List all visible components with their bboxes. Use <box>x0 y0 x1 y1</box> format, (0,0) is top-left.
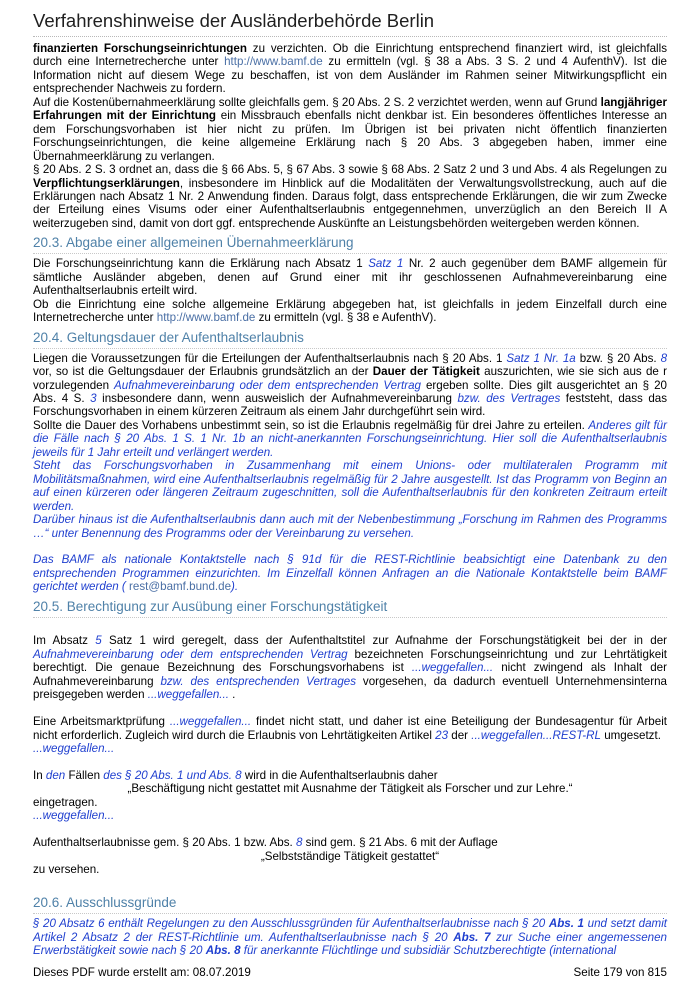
paragraph-20-6-a: § 20 Absatz 6 enthält Regelungen zu den Ausschlussgründen für Aufenthaltserlaubnisse nach § 20 Abs. 1 und setzt damit Artikel 2 Absatz 2 der REST-Richtlinie um. Aufenthaltserlaubnisse nach § 20 Abs. 7 zur Suche einer angemessenen Erwerbstätigkeit sowie nach § 20 Abs. 8 für anerkannte Flüchtlinge und subsidiär Schutzberechtigte (international <box>33 917 668 958</box>
paragraph-20-5-d: Aufenthaltserlaubnisse gem. § 20 Abs. 1 bzw. Abs. 8 sind gem. § 21 Abs. 6 mit der Auflage <box>33 836 498 850</box>
paragraph-20-4-d: Darüber hinaus ist die Aufenthaltserlaubnis dann auch mit der Nebenbestimmung „Forschung im Rahmen des Programms …“ unter Benennung des Programms oder der Vereinbarung zu versehen. <box>33 513 667 540</box>
paragraph-20-4-b: Sollte die Dauer des Vorhabens unbestimmt sein, so ist die Erlaubnis regelmäßig für drei Jahre zu erteilen. Anderes gilt für die Fälle nach § 20 Abs. 1 S. 1 Nr. 1b an nicht-anerkannten Forschungseinrichtung. Hier soll die Aufenthaltserlaubnis jeweils für 1 Jahr erteilt und verlängert werden. <box>33 418 667 459</box>
paragraph-20-5-b: Eine Arbeitsmarktprüfung ...weggefallen... findet nicht statt, und daher ist eine Beteiligung der Bundesagentur für Arbeit nicht erforderlich. Zugleich wird durch die Erlaubnis von Lehrtätigkeiten Artikel 23 der ...weggefallen...REST-RL umgesetzt. <box>33 715 667 742</box>
omitted-note: ...weggefallen... <box>33 809 115 823</box>
paragraph-20-3-a: Die Forschungseinrichtung kann die Erklärung nach Absatz 1 Satz 1 Nr. 2 auch gegenüber dem BAMF allgemein für sämtliche Ausländer abgeben, denen auf Grund einer mit ihr geschlossenen Aufnahmevereinbarung eine Aufenthaltserlaubnis erteilt wird. <box>33 257 667 298</box>
quote-employment: „Beschäftigung nicht gestattet mit Ausnahme der Tätigkeit als Forscher und zur Lehre.“ <box>127 782 573 796</box>
paragraph-20-5-c: In den Fällen des § 20 Abs. 1 und Abs. 8 wird in die Aufenthaltserlaubnis daher <box>33 768 438 782</box>
paragraph-20-4-e: Das BAMF als nationale Kontaktstelle nach § 91d für die REST-Richtlinie beabsichtigt eine Datenbank zu den entsprechenden Programmen einzurichten. Im Einzelfall können Anfragen an die Nationale Kontaktstelle beim BAMF gerichtet werden ( rest@bamf.bund.de). <box>33 553 667 594</box>
document-body <box>33 42 667 957</box>
footer-created-date: Dieses PDF wurde erstellt am: 08.07.2019 <box>33 966 251 979</box>
paragraph-20-4-c: Steht das Forschungsvorhaben in Zusammenhang mit einem Unions- oder multilateralen Programm mit Mobilitätsmaßnahmen, wird eine Aufenthaltserlaubnis regelmäßig für 2 Jahre ausgestellt. Ist das Programm von Beginn an auf einen kürzeren oder längeren Zeitraum zugeschnitten, soll die Aufenthaltserlaubnis für den konkreten Zeitraum erteilt werden. <box>33 459 667 513</box>
bamf-link[interactable]: http://www.bamf.de <box>224 55 323 69</box>
section-heading-20-3: 20.3. Abgabe einer allgemeinen Übernahmeerklärung <box>33 235 667 254</box>
section-heading-20-6: 20.6. Ausschlussgründe <box>33 895 667 914</box>
paragraph-20-4-a: Liegen die Voraussetzungen für die Erteilungen der Aufenthaltserlaubnis nach § 20 Abs. 1 Satz 1 Nr. 1a bzw. § 20 Abs. 8 vor, so ist die Geltungsdauer der Erlaubnis grundsätzlich an der Dauer der Tätigkeit auszurichten, wie sie sich aus de r vorzulegenden Aufnahmevereinbarung oder dem entsprechenden Vertrag ergeben sollte. Dies gilt ausgerichtet an § 20 Abs. 4 S. 3 insbesondere dann, wenn ausweislich der Aufnahmevereinbarung bzw. des Vertrages feststeht, dass das Forschungsvorhaben in einem kürzeren Zeitraum als einem Jahr durchgeführt sein wird. <box>33 351 668 419</box>
quote-self-employment: „Selbstständige Tätigkeit gestattet“ <box>260 849 440 863</box>
section-heading-20-4: 20.4. Geltungsdauer der Aufenthaltserlaubnis <box>33 330 667 349</box>
paragraph-cost-declaration: Auf die Kostenübernahmeerklärung sollte gleichfalls gem. § 20 Abs. 2 S. 2 verzichtet werden, wenn auf Grund langjähriger Erfahrungen mit der Einrichtung ein Missbrauch ebenfalls nicht denkbar ist. Ein besonderes öffentliches Interesse an dem Forschungsvorhaben ist hier nicht zu prüfen. Im Übrigen ist bei privaten nicht öffentlich finanzierten Forschungseinrichtungen, die keine allgemeine Erklärung nach § 20 Abs. 3 abgegeben haben, immer eine Übernahmeerklärung zu verlangen. <box>33 95 667 163</box>
paragraph-20-3-b: Ob die Einrichtung eine solche allgemeine Erklärung abgegeben hat, ist gleichfalls in jedem Einzelfall durch eine Internetrecherche unter http://www.bamf.de zu ermitteln (vgl. § 38 e AufenthV). <box>33 297 667 325</box>
title-divider <box>33 36 667 37</box>
footer-page-number: Seite 179 von 815 <box>573 966 667 979</box>
paragraph-financing: finanzierten Forschungseinrichtungen zu verzichten. Ob die Einrichtung entsprechend finanziert wird, ist gleichfalls durch eine Internetrecherche unter http://www.bamf.de zu ermitteln (vgl. § 38 a Abs. 3 S. 2 und 4 AufenthV). Ist die Information nicht auf diesem Wege zu beschaffen, ist von dem Ausländer im Rahmen seiner Mitwirkungspflicht ein entsprechender Nachweis zu fordern. <box>33 42 667 96</box>
omitted-note: ...weggefallen... <box>33 741 115 755</box>
bamf-link[interactable]: http://www.bamf.de <box>156 311 256 325</box>
page-title: Verfahrenshinweise der Ausländerbehörde Berlin <box>33 10 435 31</box>
email-link[interactable]: rest@bamf.bund.de <box>129 580 232 594</box>
provide-note: zu versehen. <box>33 863 100 877</box>
paragraph-20-5-a: Im Absatz 5 Satz 1 wird geregelt, dass der Aufenthaltstitel zur Aufnahme der Forschungstätigkeit bei der in der Aufnahmevereinbarung oder dem entsprechenden Vertrag bezeichneten Forschungseinrichtung und zur Lehrtätigkeit berechtigt. Die genaue Bezeichnung des Forschungsvorhabens ist ...weggefallen... nicht zwingend als Inhalt der Aufnahmevereinbarung bzw. des entsprechenden Vertrages vorgesehen, da dadurch eventuell Unternehmensinterna preisgegeben werden ...weggefallen... . <box>33 634 668 702</box>
entered-note: eingetragen. <box>33 795 98 809</box>
paragraph-obligation: § 20 Abs. 2 S. 3 ordnet an, dass die § 66 Abs. 5, § 67 Abs. 3 sowie § 68 Abs. 2 Satz 2 und 3 und Abs. 4 als Regelungen zu Verpflichtungserklärungen, insbesondere im Hinblick auf die Modalitäten der Verwaltungsvollstreckung, auch auf die Erklärungen nach Absatz 1 Nr. 2 Anwendung finden. Daraus folgt, dass entsprechende Erklärungen, die wir zum Zwecke der Erteilung eines Visums oder einer Aufenthaltserlaubnis entgegennehmen, unverzüglich an den Bereich II A weiterzugeben sind, damit von dort ggf. entsprechende Auskünfte an Leistungsbehörden weitergeben werden können. <box>33 163 667 230</box>
section-heading-20-5: 20.5. Berechtigung zur Ausübung einer Forschungstätigkeit <box>33 599 667 618</box>
